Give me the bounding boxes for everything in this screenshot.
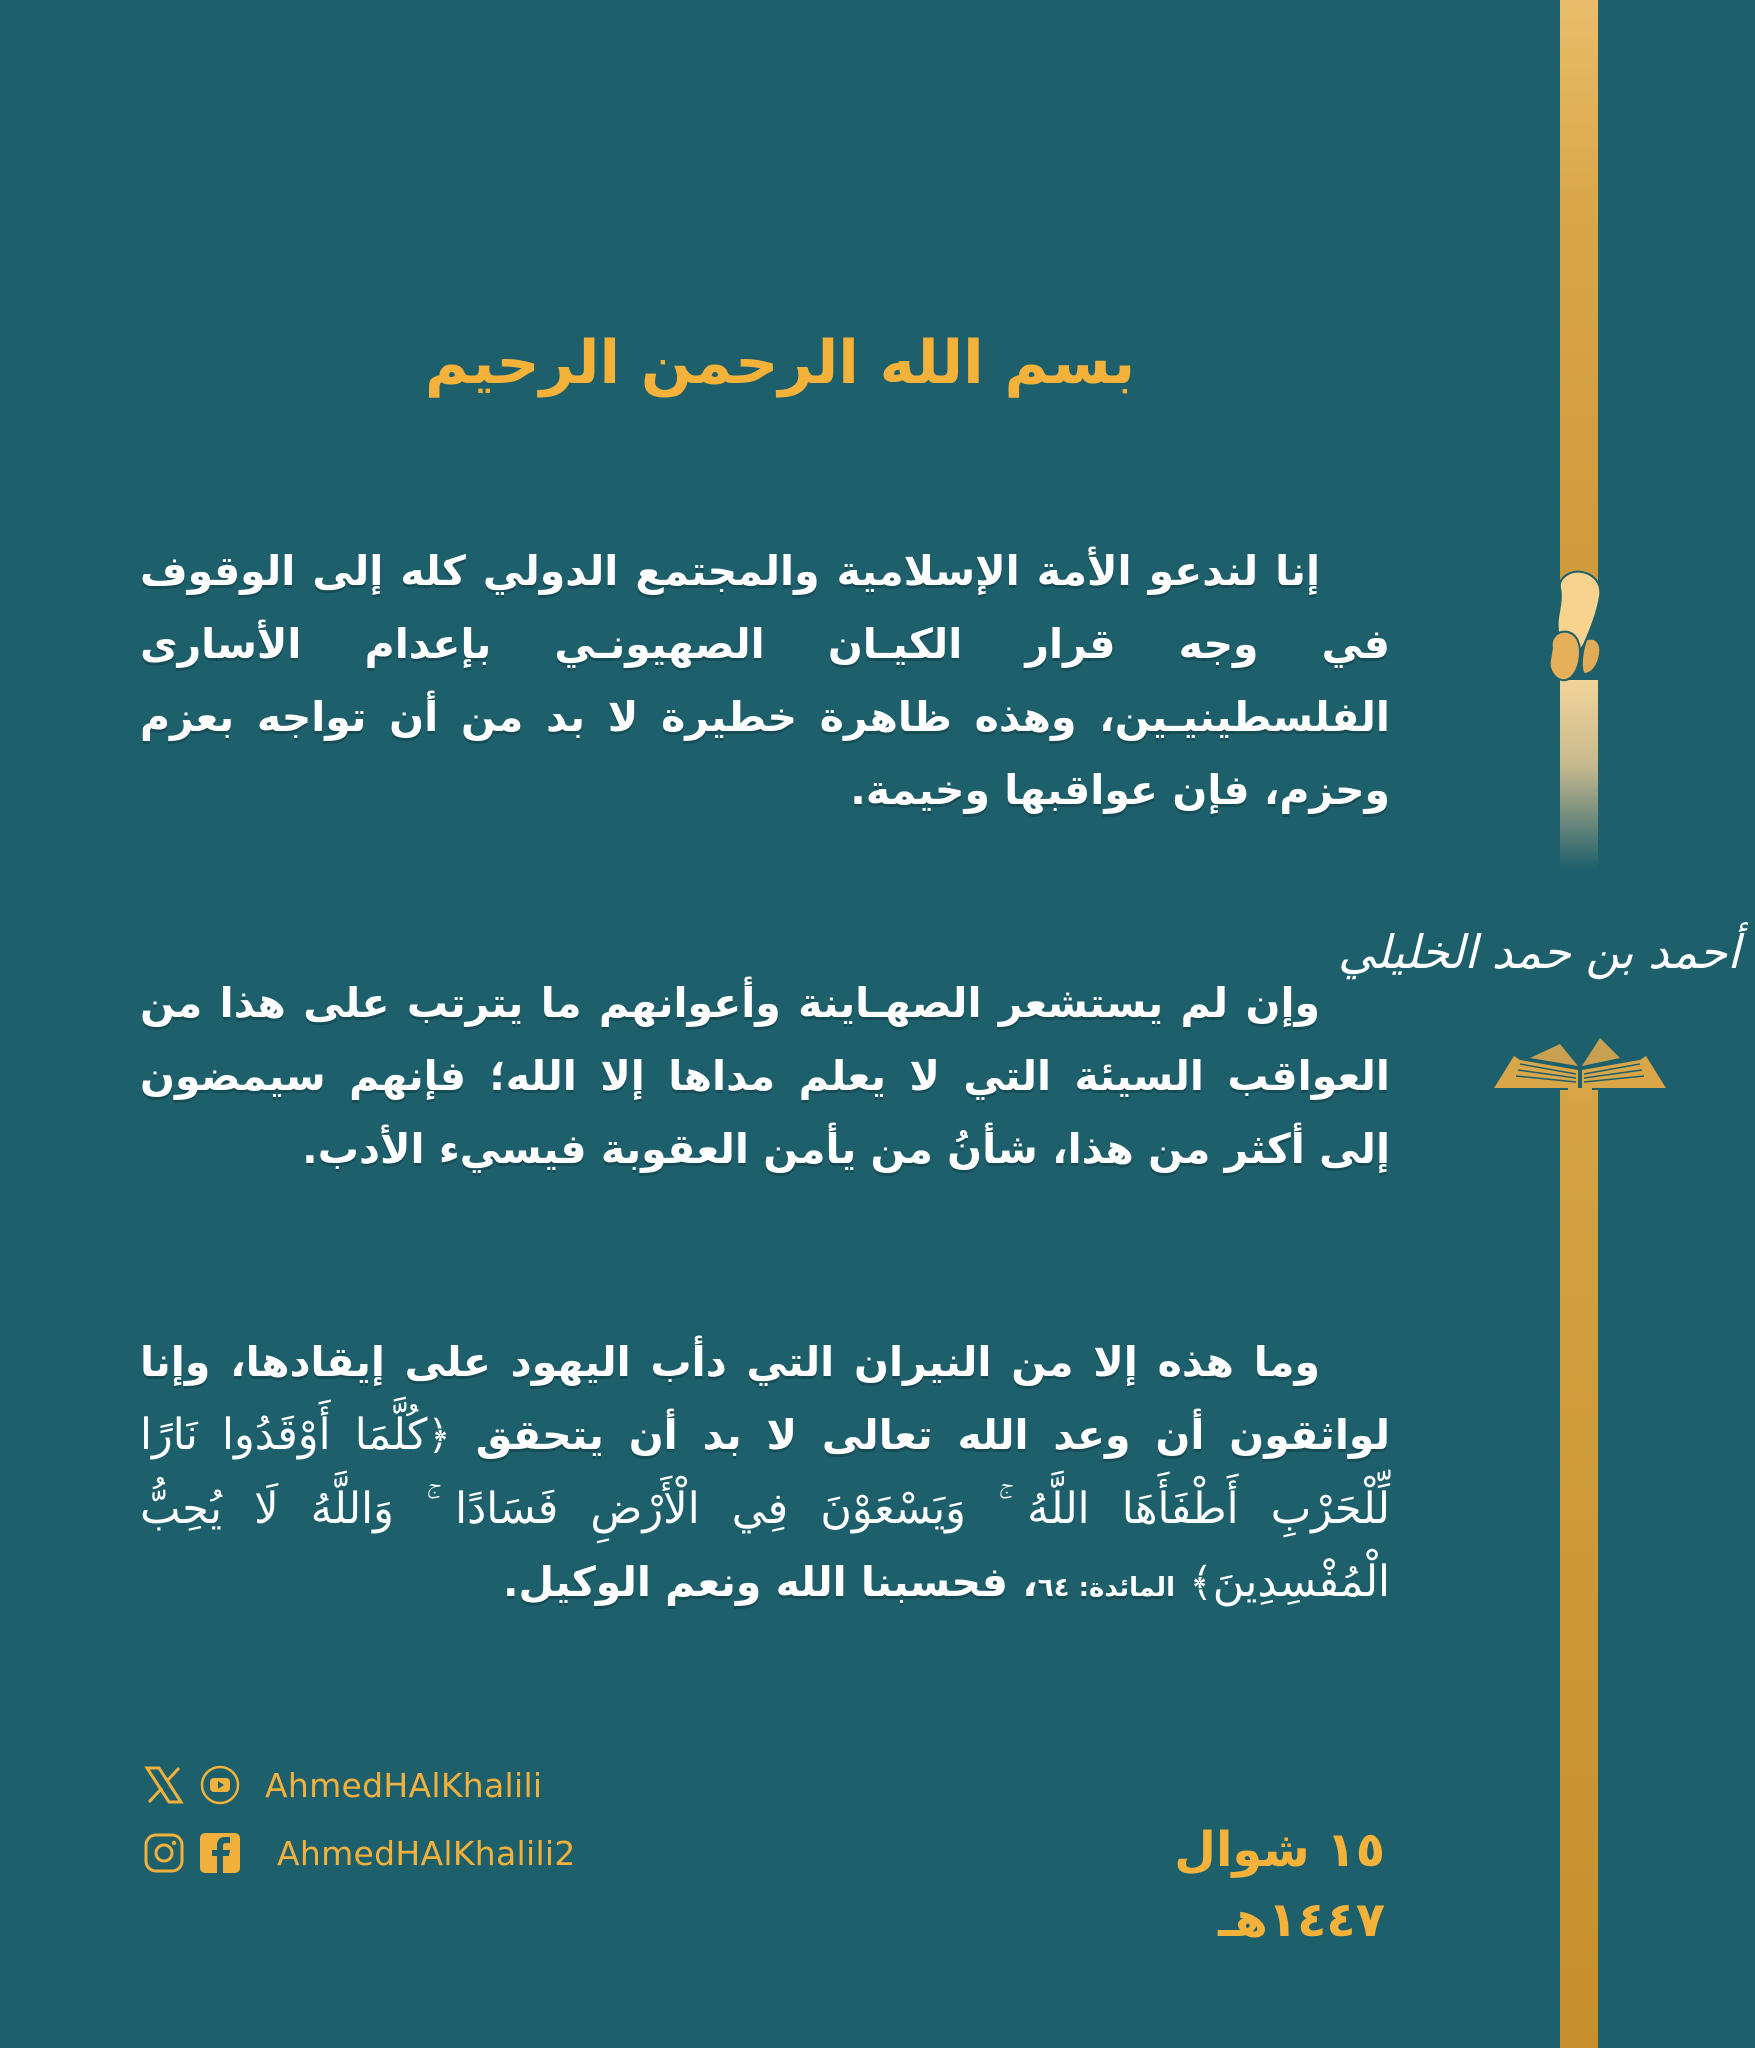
gold-bar-top	[1560, 0, 1598, 590]
youtube-icon[interactable]	[199, 1764, 241, 1806]
social-handle-1[interactable]: AhmedHAlKhalili	[265, 1765, 543, 1805]
hijri-date: ١٥ شوال ١٤٤٧هـ	[1174, 1822, 1385, 1948]
open-book-icon	[1490, 1036, 1670, 1100]
quran-bracket-open: ﴿	[427, 1413, 451, 1459]
statement-body	[140, 535, 1390, 1625]
verse-reference: المائدة: ٦٤	[1037, 1573, 1175, 1603]
facebook-icon[interactable]	[199, 1832, 241, 1874]
paragraph-3-intro: وما هذه إلا من النيران التي دأب اليهود على إيقادها، وإنا لواثقون أن وعد الله تعالى لا بد أن يتحقق	[140, 1338, 1390, 1459]
paragraph-3-closing: ، فحسبنا الله ونعم الوكيل.	[502, 1558, 1038, 1606]
x-icon[interactable]	[143, 1764, 185, 1806]
social-handle-2[interactable]: AhmedHAlKhalili2	[277, 1833, 576, 1873]
gold-bar-bottom	[1560, 1090, 1598, 2048]
gold-bar-fade	[1560, 680, 1598, 870]
hands-clasp-icon	[1540, 570, 1620, 700]
paragraph-1: إنا لندعو الأمة الإسلامية والمجتمع الدولي كله إلى الوقوف في وجه قرار الكيـان الصهيونـي بإعدام الأسارى الفلسطينيـين، وهذه ظاهرة خطيرة لا بد من أن تواجه بعزم وحزم، فإن عواقبها وخيمة.	[140, 547, 1390, 814]
paragraph-2: وإن لم يستشعر الصهـاينة وأعوانهم ما يترتب على هذا من العواقب السيئة التي لا يعلم مداها إلا الله؛ فإنهم سيمضون إلى أكثر من هذا، شأنُ من يأمن العقوبة فيسيء الأدب.	[140, 979, 1390, 1173]
instagram-icon[interactable]	[143, 1832, 185, 1874]
basmala-heading: بسم الله الرحمن الرحيم	[424, 328, 1136, 398]
social-links	[143, 1755, 576, 1891]
quran-verse: كُلَّمَا أَوْقَدُوا نَارًا لِّلْحَرْبِ أَطْفَأَهَا اللَّهُ ۚ وَيَسْعَوْنَ فِي الْأَرْضِ فَسَادًا ۚ وَاللَّهُ لَا يُحِبُّ الْمُفْسِدِينَ	[140, 1410, 1390, 1607]
social-row-instagram-facebook	[143, 1823, 576, 1883]
social-row-x-youtube	[143, 1755, 576, 1815]
author-signature: أحمد بن حمد الخليلي	[1338, 925, 1740, 979]
quran-bracket-close: ﴾	[1189, 1560, 1213, 1606]
paragraph-3	[140, 1326, 1390, 1625]
